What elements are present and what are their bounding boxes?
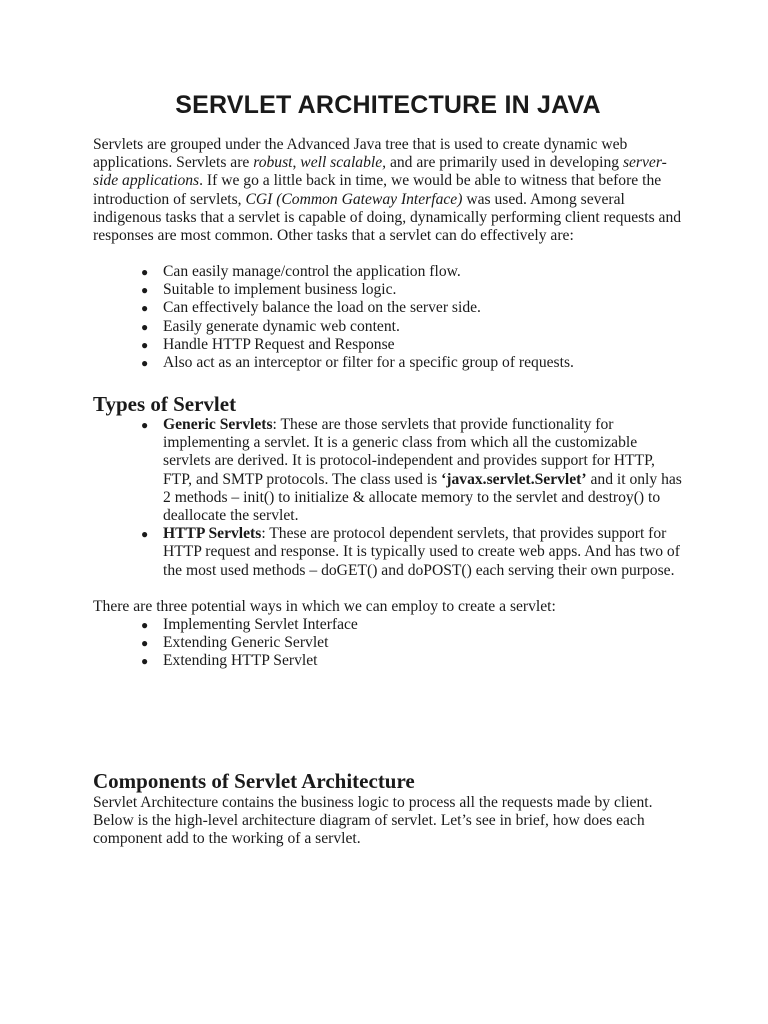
bullet-icon: ● — [141, 636, 149, 651]
list-item: ● Suitable to implement business logic. — [141, 281, 397, 299]
class-name: ‘javax.servlet.Servlet’ — [441, 470, 587, 488]
intro-emphasis-scalable: well scalable, — [300, 154, 387, 172]
intro-text-3: and are primarily used in developing — [386, 154, 623, 172]
intro-text-5: was used. Among several indigenous tasks that a servlet is capable of doing, dynamically performing client requests and responses are most common. Other tasks that a servlet can do effectively are: — [93, 190, 682, 245]
intro-emphasis-robust: robust — [253, 154, 293, 172]
components-heading: Components of Servlet Architecture — [93, 769, 415, 793]
servlet-types-list — [141, 416, 683, 580]
intro-text-2: , — [292, 154, 301, 172]
term-generic-servlets: Generic Servlets — [163, 416, 273, 433]
list-item: ● Easily generate dynamic web content. — [141, 317, 400, 335]
list-item: ● Extending Generic Servlet — [141, 634, 329, 652]
list-item: ● Can effectively balance the load on the server side. — [141, 299, 481, 317]
bullet-icon: ● — [141, 418, 149, 432]
list-item: ● Also act as an interceptor or filter for a specific group of requests. — [141, 354, 574, 372]
bullet-icon: ● — [141, 301, 149, 316]
bullet-icon: ● — [141, 319, 149, 334]
page-title: SERVLET ARCHITECTURE IN JAVA — [175, 91, 601, 119]
intro-text-1: Servlets are grouped under the Advanced Java tree that is used to create dynamic web applications. Servlets are — [93, 136, 628, 172]
intro-text-4: . If we go a little back in time, we would be able to witness that before the introduction of servlets, — [93, 172, 662, 208]
components-paragraph: Servlet Architecture contains the business logic to process all the requests made by client. Below is the high-level architecture diagram of servlet. Let’s see in brief, how does each component add to the working of a servlet. — [93, 794, 653, 848]
ways-list — [141, 616, 683, 671]
intro-paragraph — [93, 136, 683, 245]
list-item: ● Implementing Servlet Interface — [141, 616, 358, 633]
intro-emphasis-cgi: CGI (Common Gateway Interface) — [245, 190, 463, 208]
term-http-servlets: HTTP Servlets — [163, 525, 262, 543]
tasks-list — [141, 263, 683, 372]
types-heading: Types of Servlet — [93, 392, 237, 416]
bullet-icon: ● — [141, 618, 149, 632]
bullet-icon: ● — [141, 654, 149, 669]
list-item: ● Extending HTTP Servlet — [141, 652, 318, 670]
list-item: ● Handle HTTP Request and Response — [141, 335, 395, 353]
bullet-icon: ● — [141, 337, 149, 352]
bullet-icon: ● — [141, 265, 149, 279]
list-item: ● Can easily manage/control the application flow. — [141, 263, 461, 280]
bullet-icon: ● — [141, 356, 149, 371]
ways-intro-paragraph: There are three potential ways in which we can employ to create a servlet: — [93, 598, 556, 615]
list-item-generic-servlets: ● Generic Servlets: These are those servlets that provide functionality for implementing a servlet. It is a generic class from which all the customizable servlets are derived. It is protocol-independent and provides support for HTTP, FTP, and SMTP protocols. The class used is ‘javax.servlet.Servlet’ and it only has 2 methods – init() to initialize & allocate memory to the servlet and destroy() to deallocate the servlet. — [141, 416, 682, 525]
bullet-icon: ● — [141, 283, 149, 298]
intro-emphasis-server-side: server-side applications — [93, 154, 667, 190]
bullet-icon: ● — [141, 527, 149, 542]
list-item-http-servlets: ● HTTP Servlets: These are protocol dependent servlets, that provides support for HTTP request and response. It is typically used to create web apps. And has two of the most used methods – doGET() and doPOST() each serving their own purpose. — [141, 525, 680, 579]
